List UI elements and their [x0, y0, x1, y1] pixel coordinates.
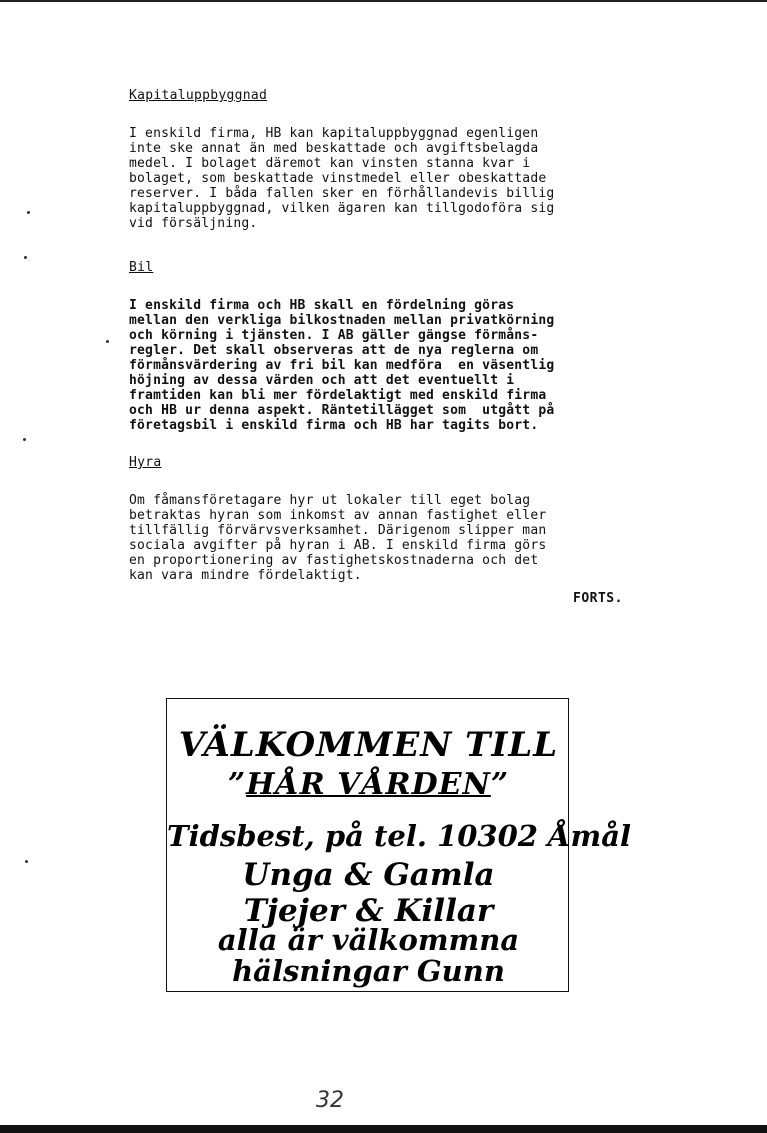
- body-line: mellan den verkliga bilkostnaden mellan privatkörning: [129, 313, 555, 328]
- body-line: reserver. I båda fallen sker en förhållandevis billig: [129, 186, 555, 201]
- body-line: I enskild firma och HB skall en fördelning göras: [129, 298, 515, 313]
- ad-headline: VÄLKOMMEN TILL: [178, 725, 559, 765]
- body-line: tillfällig förvärvsverksamhet. Därigenom slipper man: [129, 523, 547, 538]
- body-line: och körning i tjänsten. I AB gäller gängse förmåns-: [129, 328, 539, 343]
- margin-speck: [106, 340, 109, 343]
- section-heading: Kapitaluppbyggnad: [129, 88, 268, 103]
- page-number: 32: [316, 1088, 344, 1113]
- body-line: Om fåmansföretagare hyr ut lokaler till eget bolag: [129, 493, 531, 508]
- section-body: [129, 298, 649, 433]
- body-line: regler. Det skall observeras att de nya reglerna om: [129, 343, 539, 358]
- ad-signature-line: hälsningar Gunn: [232, 954, 505, 988]
- ad-audience-line: Tjejer & Killar: [243, 893, 494, 929]
- body-line: företagsbil i enskild firma och HB har tagits bort.: [129, 418, 539, 433]
- body-line: I enskild firma, HB kan kapitaluppbyggnad egenligen: [129, 126, 539, 141]
- section-heading: Bil: [129, 260, 154, 275]
- body-line: kan vara mindre fördelaktigt.: [129, 568, 362, 583]
- ad-audience-line: Unga & Gamla: [242, 857, 495, 893]
- scan-top-edge: [0, 0, 767, 2]
- section-kapitaluppbyggnad: [129, 88, 649, 231]
- open-quote-mark: ”: [227, 767, 247, 802]
- section-heading: Hyra: [129, 455, 162, 470]
- section-bil: [129, 260, 649, 433]
- body-line: vid försäljning.: [129, 216, 258, 231]
- scan-bottom-edge: [0, 1125, 767, 1133]
- body-line: kapitaluppbyggnad, vilken ägaren kan tillgodoföra sig: [129, 201, 555, 216]
- body-line: inte ske annat än med beskattade och avgiftsbelagda: [129, 141, 539, 156]
- continued-marker: FORTS.: [573, 591, 623, 606]
- ad-booking-line: Tidsbest, på tel. 10302 Åmål: [167, 819, 632, 853]
- body-line: och HB ur denna aspekt. Räntetillägget som utgått på: [129, 403, 555, 418]
- body-line: framtiden kan bli mer fördelaktigt med enskild firma: [129, 388, 547, 403]
- body-line: höjning av dessa värden och att det eventuellt i: [129, 373, 515, 388]
- ad-business-name-text: HÅR VÅRDEN: [246, 767, 491, 802]
- close-quote-mark: ”: [490, 767, 510, 802]
- margin-speck: [25, 860, 28, 863]
- body-line: förmånsvärdering av fri bil kan medföra en väsentlig: [129, 358, 555, 373]
- section-body: [129, 493, 649, 583]
- margin-speck: [24, 256, 27, 259]
- ad-welcome-line: alla är välkommna: [217, 923, 520, 957]
- body-line: medel. I bolaget däremot kan vinsten stanna kvar i: [129, 156, 531, 171]
- margin-speck: [27, 211, 30, 214]
- section-body: [129, 126, 649, 231]
- advertisement-box: [166, 698, 632, 992]
- section-hyra: [129, 455, 649, 583]
- body-line: sociala avgifter på hyran i AB. I enskild firma görs: [129, 538, 547, 553]
- ad-business-name: [167, 767, 570, 802]
- body-line: bolaget, som beskattade vinstmedel eller obeskattade: [129, 171, 547, 186]
- body-line: en proportionering av fastighetskostnaderna och det: [129, 553, 539, 568]
- margin-speck: [23, 438, 26, 441]
- body-line: betraktas hyran som inkomst av annan fastighet eller: [129, 508, 547, 523]
